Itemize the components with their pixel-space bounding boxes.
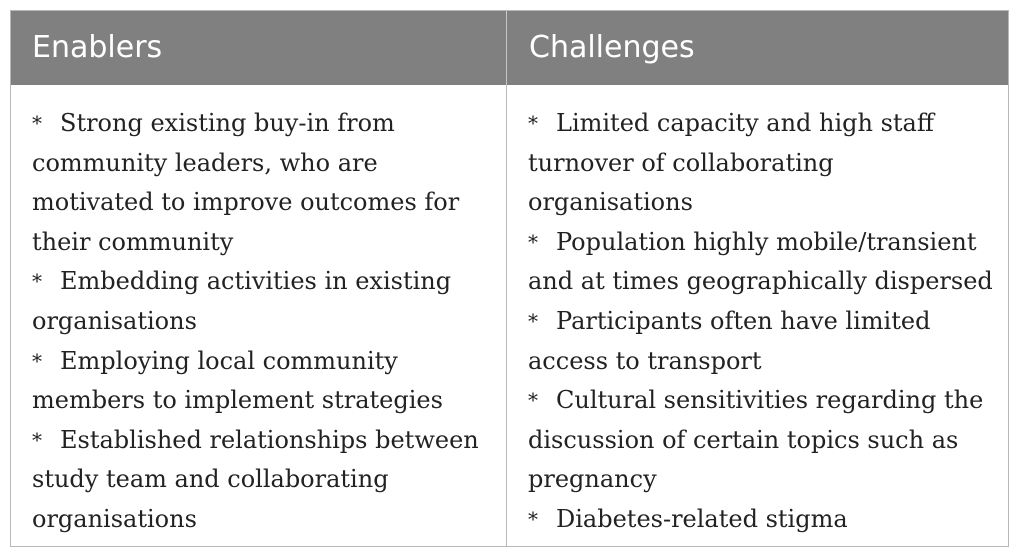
challenge-item [528, 223, 1002, 302]
challenge-text: Limited capacity and high staff turnover of collaborating organisations [528, 109, 934, 217]
bullet-asterisk: * [32, 269, 42, 294]
bullet-asterisk: * [528, 229, 538, 254]
bullet-asterisk: * [32, 111, 42, 135]
challenge-item [528, 381, 1002, 500]
challenges-cell [506, 85, 1008, 546]
challenge-text: Cultural sensitivities regarding the discussion of certain topics such as pregnancy [528, 386, 984, 494]
enablers-header: Enablers [11, 11, 506, 85]
bullet-asterisk: * [32, 348, 42, 373]
challenge-text: Participants often have limited access to transport [528, 306, 931, 375]
bullet-asterisk: * [528, 506, 538, 531]
enabler-text: Employing local community members to implement strategies [32, 346, 443, 415]
enabler-text: Embedding activities in existing organisations [32, 267, 452, 335]
bullet-asterisk: * [528, 308, 538, 333]
bullet-asterisk: * [528, 111, 538, 135]
challenge-text: Population highly mobile/transient and at times geographically dispersed [528, 227, 993, 296]
challenges-header: Challenges [506, 11, 1008, 85]
enabler-item [32, 262, 498, 341]
enabler-item [32, 421, 498, 540]
enabler-item [32, 342, 498, 421]
enablers-cell [11, 85, 506, 546]
challenge-text: Diabetes-related stigma [556, 504, 848, 533]
challenge-item [528, 302, 1002, 381]
bullet-asterisk: * [528, 388, 538, 413]
enabler-text: Strong existing buy-in from community leaders, who are motivated to improve outcomes for their community [32, 109, 460, 256]
challenge-item [528, 104, 1002, 223]
challenge-item [528, 500, 1002, 540]
enabler-text: Established relationships between study team and collaborating organisations [32, 425, 479, 533]
enabler-item [32, 104, 498, 262]
bullet-asterisk: * [32, 427, 42, 452]
enablers-challenges-table [10, 10, 1009, 547]
